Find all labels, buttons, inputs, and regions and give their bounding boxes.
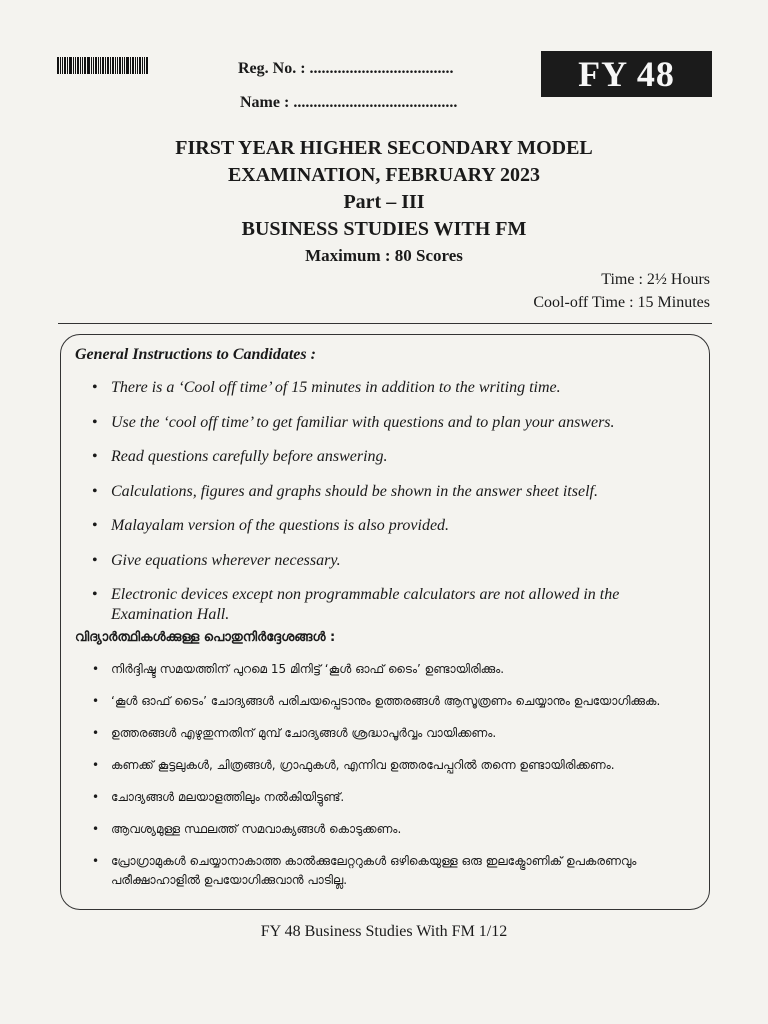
barcode-bar (69, 57, 72, 74)
barcode-bar (95, 57, 97, 74)
exam-title-line2: EXAMINATION, FEBRUARY 2023 (227, 164, 541, 186)
barcode-bar (57, 57, 59, 74)
barcode-bar (135, 57, 136, 74)
barcode-bar (122, 57, 123, 74)
barcode-bar (117, 57, 118, 74)
malayalam-instruction-item: • ചോദ്യങ്ങൾ മലയാളത്തിലും നൽകിയിട്ടുണ്ട്. (92, 788, 692, 807)
barcode-bar (93, 57, 94, 74)
barcode-bar (91, 57, 92, 74)
barcode-bar (105, 57, 106, 74)
barcode-bar (67, 57, 68, 74)
barcode-bar (115, 57, 116, 74)
instruction-item: • There is a ‘Cool off time’ of 15 minutes in addition to the writing time. (92, 378, 682, 398)
malayalam-instruction-item: • നിർദ്ദിഷ്ട സമയത്തിന് പുറമെ 15 മിനിട്ട് ‘കൂൾ ഓഫ് ടൈം’ ഉണ്ടായിരിക്കും. (92, 660, 692, 679)
barcode-bar (146, 57, 148, 74)
barcode-bar (139, 57, 141, 74)
barcode-bar (130, 57, 131, 74)
barcode-bar (82, 57, 83, 74)
barcode-bar (107, 57, 110, 74)
barcode-bar (98, 57, 99, 74)
malayalam-instruction-item: • ‘കൂൾ ഓഫ് ടൈം’ ചോദ്യങ്ങൾ പരിചയപ്പെടാനും ഉത്തരങ്ങൾ ആസൂത്രണം ചെയ്യാനും ഉപയോഗിക്കുക. (92, 692, 692, 711)
malayalam-instructions-heading: വിദ്യാർത്ഥികൾക്കുള്ള പൊതുനിർദ്ദേശങ്ങൾ : (75, 630, 336, 645)
barcode-bar (75, 57, 76, 74)
barcode-bar (124, 57, 125, 74)
barcode-bar (62, 57, 63, 74)
barcode-bar (84, 57, 86, 74)
max-score: Maximum : 80 Scores (305, 246, 463, 265)
instruction-item: • Calculations, figures and graphs should be shown in the answer sheet itself. (92, 482, 682, 502)
barcode-bar (100, 57, 101, 74)
barcode-bar (112, 57, 114, 74)
malayalam-instruction-item: • ഉത്തരങ്ങൾ എഴുതുന്നതിന് മുമ്പ് ചോദ്യങ്ങൾ ശ്രദ്ധാപൂർവ്വം വായിക്കണം. (92, 724, 692, 743)
barcode-bar (87, 57, 90, 74)
instruction-item: • Use the ‘cool off time’ to get familiar with questions and to plan your answers. (92, 413, 682, 433)
exam-subject: BUSINESS STUDIES WITH FM (241, 218, 527, 240)
barcode (57, 57, 149, 74)
barcode-bar (126, 57, 129, 74)
barcode-bar (137, 57, 138, 74)
malayalam-instruction-item: • കണക്ക് കൂട്ടലുകൾ, ചിത്രങ്ങൾ, ഗ്രാഫുകൾ, എന്നിവ ഉത്തരപേപ്പറിൽ തന്നെ ഉണ്ടായിരിക്കണം. (92, 756, 692, 775)
name-field: Name : ......................................... (240, 94, 458, 111)
instructions-heading: General Instructions to Candidates : (75, 346, 316, 363)
barcode-bar (64, 57, 66, 74)
barcode-bar (144, 57, 145, 74)
instruction-item: • Read questions carefully before answering. (92, 447, 682, 467)
barcode-bar (73, 57, 74, 74)
barcode-bar (77, 57, 79, 74)
malayalam-instruction-item: • പ്രോഗ്രാമുകൾ ചെയ്യാനാകാത്ത കാൽക്കുലേറ്ററുകൾ ഒഴികെയുള്ള ഒരു ഇലക്ട്രോണിക് ഉപകരണവും പരീക്ഷാഹാളിൽ ഉപയോഗിക്കുവാൻ പാടില്ല. (92, 852, 692, 890)
barcode-bar (102, 57, 104, 74)
malayalam-instruction-item: • ആവശ്യമുള്ള സ്ഥലത്ത് സമവാക്യങ്ങൾ കൊടുക്കണം. (92, 820, 692, 839)
barcode-bar (60, 57, 61, 74)
paper-code-badge: FY 48 (541, 51, 712, 97)
exam-title-line1: FIRST YEAR HIGHER SECONDARY MODEL (175, 137, 593, 159)
barcode-bar (119, 57, 121, 74)
instruction-item: • Malayalam version of the questions is also provided. (92, 516, 682, 536)
barcode-bar (80, 57, 81, 74)
exam-part: Part – III (343, 191, 425, 213)
time-allowed: Time : 2½ Hours (601, 271, 710, 288)
header-divider (58, 323, 712, 324)
reg-no-field: Reg. No. : .................................... (238, 60, 454, 77)
instructions-list (92, 378, 682, 640)
malayalam-instructions-list (92, 660, 692, 903)
page-footer: FY 48 Business Studies With FM 1/12 (260, 923, 508, 940)
instruction-item: • Electronic devices except non programmable calculators are not allowed in the Examination Hall. (92, 585, 682, 625)
barcode-bar (132, 57, 134, 74)
cool-off-time: Cool-off Time : 15 Minutes (533, 294, 710, 311)
barcode-bar (142, 57, 143, 74)
barcode-bar (110, 57, 111, 74)
instruction-item: • Give equations wherever necessary. (92, 551, 682, 571)
